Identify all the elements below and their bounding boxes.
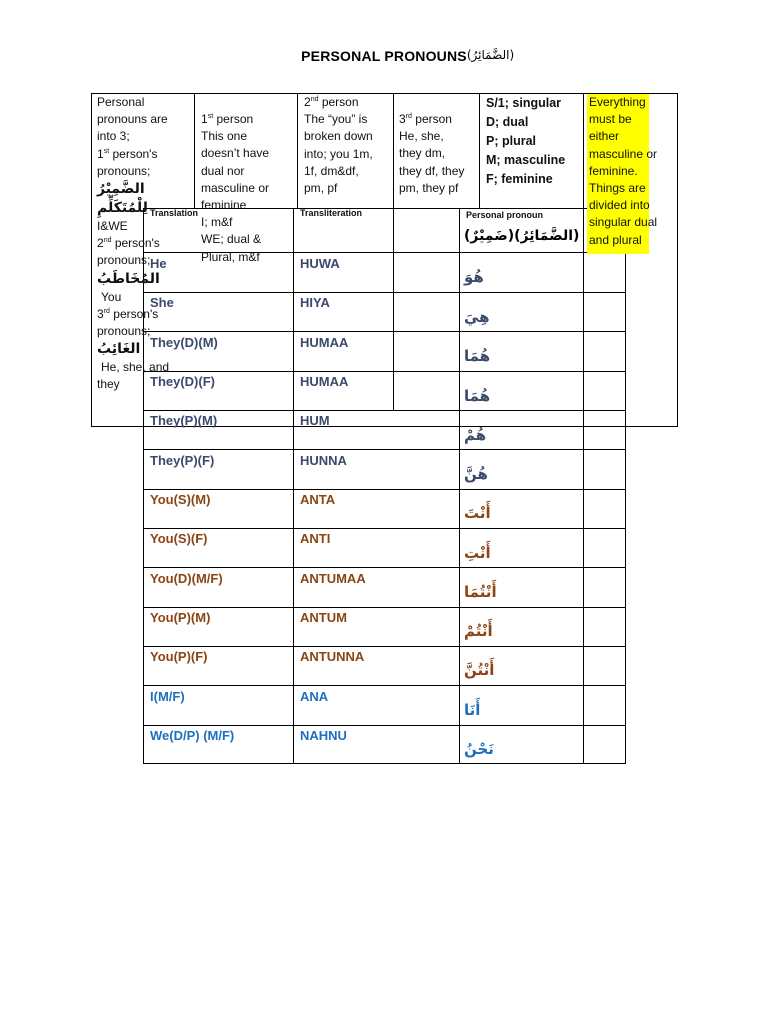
col-line: pm, pf	[304, 181, 338, 196]
row-translation: They(D)(M)	[150, 335, 218, 350]
row-arabic-pronoun: أَنَا	[464, 701, 481, 719]
col-line: feminine	[201, 198, 247, 213]
row-arabic-pronoun: هُوَ	[464, 268, 484, 286]
row-transliteration: ANTUM	[300, 610, 347, 625]
row-arabic-pronoun: هِيَ	[464, 308, 490, 326]
lower-table-line	[143, 489, 626, 490]
lower-table-divider-1	[293, 208, 294, 763]
intro-line: pronouns;	[97, 163, 151, 178]
row-translation: She	[150, 295, 174, 310]
intro-line: pronouns;	[97, 253, 151, 268]
intro-line: into 3;	[97, 129, 130, 144]
row-translation: You(S)(F)	[150, 531, 208, 546]
second-person-arabic: المُخَاطَبُ	[97, 270, 160, 287]
header-personal-pronoun: Personal pronoun	[466, 210, 544, 220]
lower-table-line	[143, 528, 626, 529]
row-transliteration: HUWA	[300, 256, 340, 271]
lower-table-line	[143, 410, 626, 411]
lower-table-line	[143, 725, 626, 726]
lower-table-line	[143, 567, 626, 568]
col-line: WE; dual &	[201, 232, 262, 247]
col-line: broken down	[304, 129, 373, 144]
lower-table-divider-3	[459, 208, 460, 763]
second-person-line: 2nd person's	[97, 236, 160, 251]
row-translation: They(D)(F)	[150, 374, 215, 389]
row-arabic-pronoun: هُمَا	[464, 347, 491, 365]
page-title	[0, 48, 768, 64]
col-heading: 2nd person	[304, 95, 359, 109]
legend-line: D; dual	[486, 115, 529, 129]
row-translation: You(P)(M)	[150, 610, 211, 625]
top-table-divider-1	[194, 93, 195, 208]
note-line: Everything	[589, 95, 646, 109]
legend-line: M; masculine	[486, 153, 566, 167]
row-translation: You(P)(F)	[150, 649, 208, 664]
col-line: 1f, dm&df,	[304, 163, 359, 178]
row-translation: They(P)(M)	[150, 413, 218, 428]
legend-line: F; feminine	[486, 172, 553, 186]
row-transliteration: HUMAA	[300, 335, 349, 350]
col-line: He, she,	[399, 129, 444, 144]
col-line: The “you” is	[304, 112, 368, 127]
lower-table-divider-4	[583, 208, 584, 763]
row-transliteration: HIYA	[300, 295, 330, 310]
row-translation: You(D)(M/F)	[150, 571, 223, 586]
row-transliteration: HUM	[300, 413, 330, 428]
third-person-arabic: الغَائِبُ	[97, 341, 141, 358]
first-person-line: 1st person's	[97, 146, 158, 161]
note-line: feminine.	[589, 163, 638, 178]
row-arabic-pronoun: أَنْتُنَّ	[464, 661, 495, 679]
row-arabic-pronoun: أَنْتُمَا	[464, 583, 497, 601]
lower-table-right	[625, 208, 626, 763]
col-line: I; m&f	[201, 215, 233, 230]
col-line: Plural, m&f	[201, 249, 260, 264]
col-line: doesn’t have	[201, 146, 270, 161]
header-personal-pronoun-arabic: (ضَمِيْرٌ)(الضَّمَائِرُ)	[464, 228, 580, 244]
lower-table-line	[143, 292, 626, 293]
intro-line: Personal	[97, 95, 145, 109]
row-arabic-pronoun: أَنْتُمْ	[464, 622, 493, 640]
third-person-column	[399, 111, 464, 197]
top-table-border-right	[677, 93, 678, 426]
row-transliteration: ANTUMAA	[300, 571, 366, 586]
col-line: they df, they	[399, 163, 465, 178]
lower-table-line	[143, 331, 626, 332]
note-line: Things are	[589, 181, 646, 196]
lower-table-divider-2	[393, 208, 394, 410]
note-line: must be	[589, 112, 632, 127]
col-heading: 1st person	[201, 112, 254, 126]
lower-table-line	[143, 685, 626, 686]
note-line: masculine or	[589, 146, 658, 161]
row-arabic-pronoun: نَحْنُ	[464, 740, 494, 758]
row-transliteration: ANTA	[300, 492, 336, 507]
row-transliteration: HUMAA	[300, 374, 349, 389]
row-transliteration: HUNNA	[300, 453, 347, 468]
row-translation: He	[150, 256, 167, 271]
col-line: pm, they pf	[399, 180, 459, 195]
note-line: either	[589, 129, 620, 144]
row-translation: You(S)(M)	[150, 492, 211, 507]
second-person-meaning: You	[101, 289, 122, 304]
abbreviations-legend	[486, 94, 565, 189]
row-arabic-pronoun: هُمَا	[464, 387, 491, 405]
row-arabic-pronoun: هُنَّ	[464, 465, 488, 483]
first-person-arabic: الضَّمِيْرُ	[97, 181, 145, 198]
title-english: PERSONAL PRONOUNS	[301, 48, 467, 64]
row-arabic-pronoun: أَنْتِ	[464, 544, 491, 562]
first-person-column	[201, 111, 269, 266]
first-person-arabic-2: لِلْمُتَكَلِّمِ	[97, 200, 148, 217]
top-table-divider-2	[297, 93, 298, 208]
row-transliteration: ANTI	[300, 531, 331, 546]
col-heading: 3rd person	[399, 112, 452, 126]
row-translation: They(P)(F)	[150, 453, 215, 468]
row-arabic-pronoun: هُمْ	[464, 426, 487, 444]
note-line: divided into	[589, 198, 650, 213]
col-line: into; you 1m,	[304, 146, 373, 161]
third-person-line: 3rd person's	[97, 306, 159, 321]
row-arabic-pronoun: أَنْتَ	[464, 504, 491, 522]
second-person-column	[304, 94, 373, 197]
intro-line: pronouns;	[97, 324, 151, 339]
top-table-divider-4	[479, 93, 480, 208]
top-table-divider-5	[583, 93, 584, 208]
row-translation: I(M/F)	[150, 689, 185, 704]
row-transliteration: NAHNU	[300, 728, 347, 743]
legend-line: P; plural	[486, 134, 537, 148]
first-person-meaning: I&WE	[97, 219, 128, 234]
header-transliteration: Transliteration	[300, 208, 363, 218]
third-person-meaning-2: they	[97, 377, 120, 392]
col-line: This one	[201, 129, 248, 144]
top-table-divider-3	[393, 93, 394, 208]
title-arabic: (الضَّمَائِرُ)	[466, 48, 515, 62]
col-line: they dm,	[399, 146, 446, 161]
lower-table-line	[143, 449, 626, 450]
legend-line: S/1; singular	[486, 96, 562, 110]
lower-table-line	[143, 371, 626, 372]
highlight-note	[589, 94, 657, 249]
col-line: masculine or	[201, 180, 270, 195]
row-transliteration: ANA	[300, 689, 329, 704]
col-line: dual nor	[201, 163, 245, 178]
lower-table-line	[143, 646, 626, 647]
intro-line: pronouns are	[97, 112, 168, 127]
third-person-meaning: He, she, and	[101, 360, 170, 375]
row-transliteration: ANTUNNA	[300, 649, 365, 664]
note-line: and plural	[589, 232, 642, 247]
note-line: singular dual	[589, 215, 658, 230]
lower-table-bottom	[143, 763, 626, 764]
row-translation: We(D/P) (M/F)	[150, 728, 235, 743]
header-translation: Translation	[150, 208, 199, 218]
lower-table-line	[143, 607, 626, 608]
top-table-border-left	[91, 93, 92, 426]
